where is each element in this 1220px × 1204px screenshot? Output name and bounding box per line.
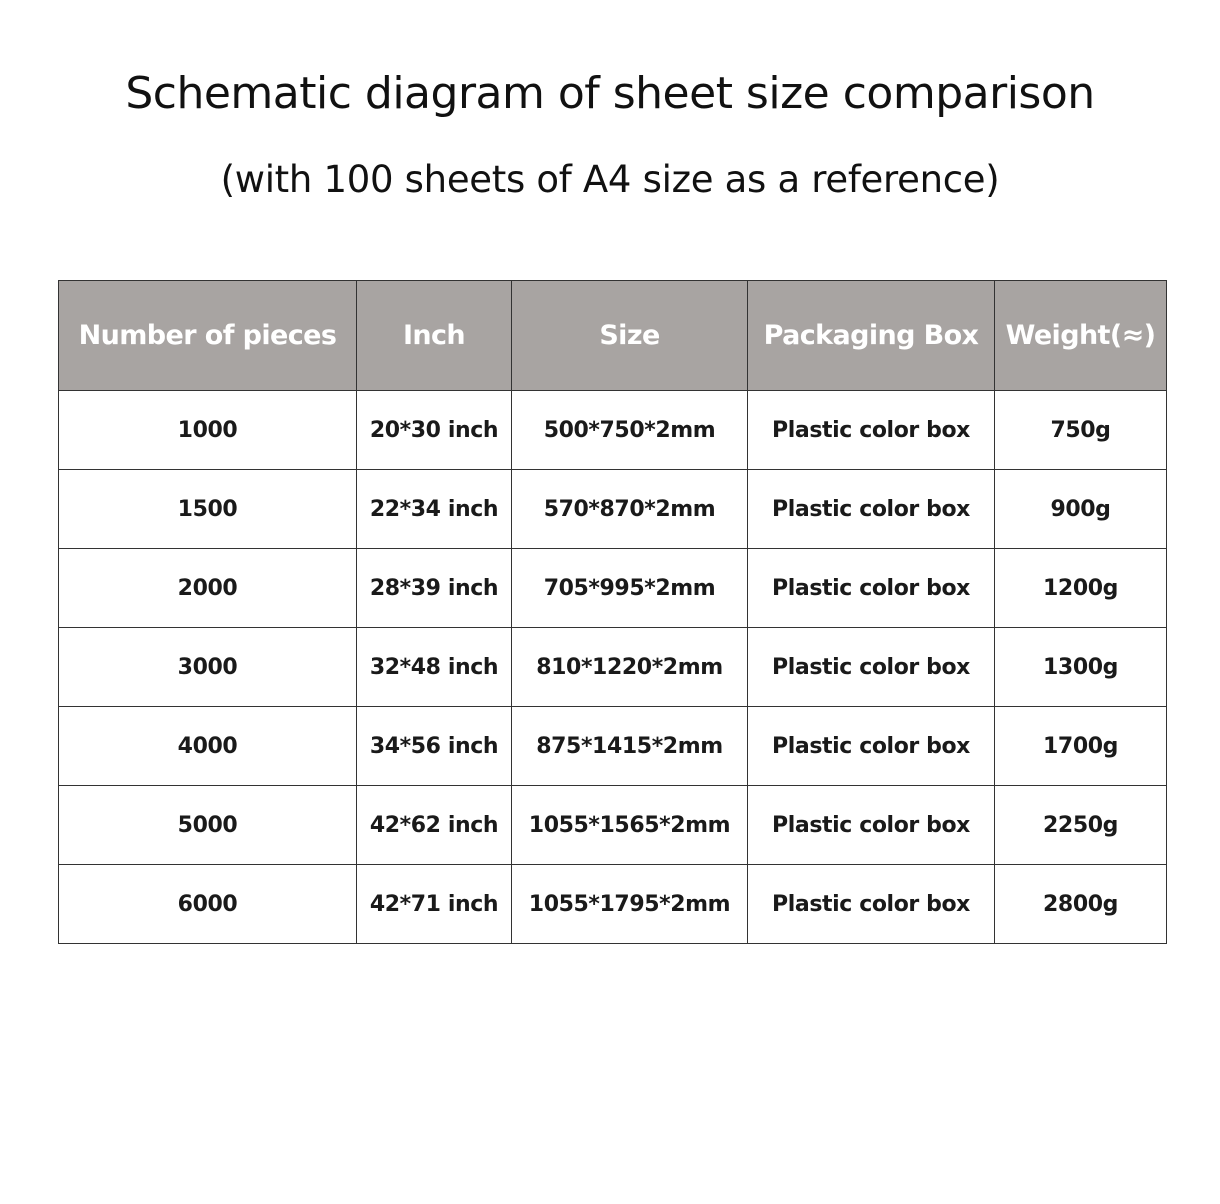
cell-pieces: 5000 (59, 786, 357, 865)
cell-size: 1055*1565*2mm (512, 786, 748, 865)
cell-packaging: Plastic color box (748, 865, 995, 944)
cell-weight: 900g (995, 470, 1167, 549)
cell-weight: 2250g (995, 786, 1167, 865)
table-row (59, 628, 1167, 707)
table-row (59, 391, 1167, 470)
cell-pieces: 2000 (59, 549, 357, 628)
cell-inch: 22*34 inch (357, 470, 512, 549)
cell-pieces: 4000 (59, 707, 357, 786)
cell-packaging: Plastic color box (748, 549, 995, 628)
cell-packaging: Plastic color box (748, 391, 995, 470)
header-inch: Inch (357, 281, 512, 391)
cell-inch: 42*71 inch (357, 865, 512, 944)
cell-inch: 34*56 inch (357, 707, 512, 786)
cell-pieces: 1000 (59, 391, 357, 470)
table-row (59, 549, 1167, 628)
table-row (59, 865, 1167, 944)
cell-weight: 2800g (995, 865, 1167, 944)
table-row (59, 786, 1167, 865)
cell-pieces: 6000 (59, 865, 357, 944)
cell-weight: 750g (995, 391, 1167, 470)
cell-inch: 28*39 inch (357, 549, 512, 628)
cell-size: 705*995*2mm (512, 549, 748, 628)
cell-weight: 1200g (995, 549, 1167, 628)
table-row (59, 707, 1167, 786)
cell-size: 810*1220*2mm (512, 628, 748, 707)
cell-inch: 32*48 inch (357, 628, 512, 707)
cell-size: 570*870*2mm (512, 470, 748, 549)
sheet-size-table (58, 280, 1167, 944)
header-weight: Weight(≈) (995, 281, 1167, 391)
page-subtitle: (with 100 sheets of A4 size as a reference) (220, 158, 1000, 201)
cell-size: 1055*1795*2mm (512, 865, 748, 944)
cell-inch: 42*62 inch (357, 786, 512, 865)
header-packaging-box: Packaging Box (748, 281, 995, 391)
cell-inch: 20*30 inch (357, 391, 512, 470)
page-title: Schematic diagram of sheet size comparison (125, 68, 1095, 119)
table-row (59, 470, 1167, 549)
header-size: Size (512, 281, 748, 391)
cell-weight: 1700g (995, 707, 1167, 786)
cell-weight: 1300g (995, 628, 1167, 707)
header-number-of-pieces: Number of pieces (59, 281, 357, 391)
cell-pieces: 1500 (59, 470, 357, 549)
cell-size: 875*1415*2mm (512, 707, 748, 786)
cell-packaging: Plastic color box (748, 470, 995, 549)
cell-packaging: Plastic color box (748, 707, 995, 786)
cell-packaging: Plastic color box (748, 786, 995, 865)
cell-size: 500*750*2mm (512, 391, 748, 470)
cell-packaging: Plastic color box (748, 628, 995, 707)
table-header-row (59, 281, 1167, 391)
cell-pieces: 3000 (59, 628, 357, 707)
